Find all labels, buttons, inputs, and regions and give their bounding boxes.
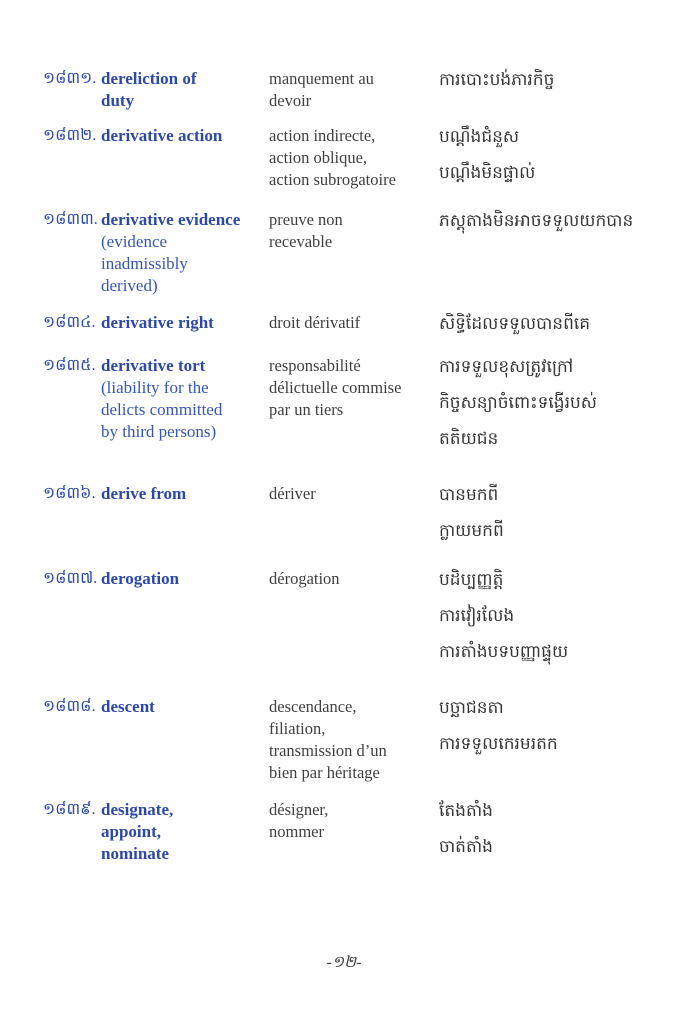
khmer-line: តែងតាំង <box>439 801 493 821</box>
french-line: délictuelle commise <box>269 378 402 397</box>
khmer-line: សិទ្ធិដែលទទួលបានពីគេ <box>439 314 591 334</box>
term-line: duty <box>101 91 135 110</box>
french-line: dériver <box>269 484 316 503</box>
french-line: action subrogatoire <box>269 170 396 189</box>
term-note-line: inadmissibly <box>101 254 188 273</box>
french-translation <box>269 209 429 253</box>
entry-number: ១៨៣៤. <box>43 314 96 331</box>
entry-number: ១៨៣៣. <box>43 211 98 228</box>
khmer-line: ការទទួលកេរមរតក <box>439 734 558 754</box>
french-translation <box>269 125 429 191</box>
term-line: derogation <box>101 569 180 588</box>
term-line: derivative action <box>101 126 223 145</box>
term-line: nominate <box>101 844 169 863</box>
khmer-translation <box>439 355 679 463</box>
french-line: désigner, <box>269 800 329 819</box>
khmer-line: ចាត់តាំង <box>439 837 493 857</box>
french-line: devoir <box>269 91 312 110</box>
french-line: responsabilité <box>269 356 361 375</box>
french-translation <box>269 355 429 421</box>
entry-number: ១៨៣៥. <box>43 357 96 374</box>
term-line: dereliction of <box>101 69 197 88</box>
khmer-translation <box>439 483 679 555</box>
khmer-line: ការតាំងបទបញ្ញាផ្ទុយ <box>439 642 569 662</box>
khmer-translation <box>439 68 679 104</box>
term-note-line: delicts committed <box>101 400 223 419</box>
french-line: action oblique, <box>269 148 368 167</box>
french-line: action indirecte, <box>269 126 376 145</box>
term-line: derivative right <box>101 313 214 332</box>
french-line: filiation, <box>269 719 326 738</box>
khmer-line: បណ្ដឹងមិនផ្ទាល់ <box>439 163 536 183</box>
khmer-translation <box>439 696 679 768</box>
english-term <box>101 355 263 443</box>
french-translation <box>269 312 429 334</box>
term-line: derivative tort <box>101 356 206 375</box>
khmer-line: បដិប្បញ្ញត្តិ <box>439 570 504 590</box>
term-note-line: (evidence <box>101 232 168 251</box>
entry-number: ១៨៣១. <box>43 70 97 87</box>
khmer-line: កិច្ចសន្យាចំពោះទង្វើរបស់ <box>439 393 597 413</box>
french-line: par un tiers <box>269 400 344 419</box>
term-line: descent <box>101 697 155 716</box>
term-note-line: derived) <box>101 276 158 295</box>
english-term <box>101 799 263 865</box>
english-term <box>101 696 263 718</box>
khmer-line: ការទទួលខុសត្រូវក្រៅ <box>439 357 574 377</box>
english-term <box>101 483 263 505</box>
english-term <box>101 209 263 297</box>
french-translation <box>269 483 429 505</box>
khmer-translation <box>439 209 679 245</box>
french-line: recevable <box>269 232 333 251</box>
french-line: droit dérivatif <box>269 313 361 332</box>
french-translation <box>269 799 429 843</box>
french-line: nommer <box>269 822 324 841</box>
english-term <box>101 125 263 147</box>
khmer-line: បានមកពី <box>439 485 499 505</box>
khmer-line: បណ្ដឹងជំនួស <box>439 127 520 147</box>
khmer-line: ភស្តុតាងមិនអាចទទួលយកបាន <box>439 211 634 231</box>
khmer-line: ក្លាយមកពី <box>439 521 504 541</box>
entry-number: ១៨៣៨. <box>43 698 96 715</box>
french-translation <box>269 696 429 784</box>
term-line: derive from <box>101 484 187 503</box>
entry-number: ១៨៣៧. <box>43 570 98 587</box>
page-number: -១២- <box>326 954 362 971</box>
french-translation <box>269 68 429 112</box>
term-line: appoint, <box>101 822 161 841</box>
english-term <box>101 68 263 112</box>
khmer-translation <box>439 568 679 676</box>
khmer-line: ការវៀរលែង <box>439 606 515 626</box>
french-translation <box>269 568 429 590</box>
term-note-line: by third persons) <box>101 422 217 441</box>
khmer-line: បច្ឆាជនតា <box>439 698 504 718</box>
entry-number: ១៨៣២. <box>43 127 97 144</box>
french-line: descendance, <box>269 697 357 716</box>
khmer-line: ការបោះបង់ភារកិច្ច <box>439 70 555 90</box>
french-line: bien par héritage <box>269 763 380 782</box>
english-term <box>101 312 263 334</box>
term-note-line: (liability for the <box>101 378 209 397</box>
term-line: designate, <box>101 800 174 819</box>
khmer-translation <box>439 125 679 197</box>
french-line: transmission d’un <box>269 741 387 760</box>
entry-number: ១៨៣៦. <box>43 485 96 502</box>
entry-number: ១៨៣៩. <box>43 801 96 818</box>
khmer-line: តតិយជន <box>439 429 499 449</box>
khmer-translation <box>439 312 679 348</box>
english-term <box>101 568 263 590</box>
khmer-translation <box>439 799 679 871</box>
term-line: derivative evidence <box>101 210 241 229</box>
french-line: manquement au <box>269 69 374 88</box>
french-line: dérogation <box>269 569 340 588</box>
french-line: preuve non <box>269 210 343 229</box>
